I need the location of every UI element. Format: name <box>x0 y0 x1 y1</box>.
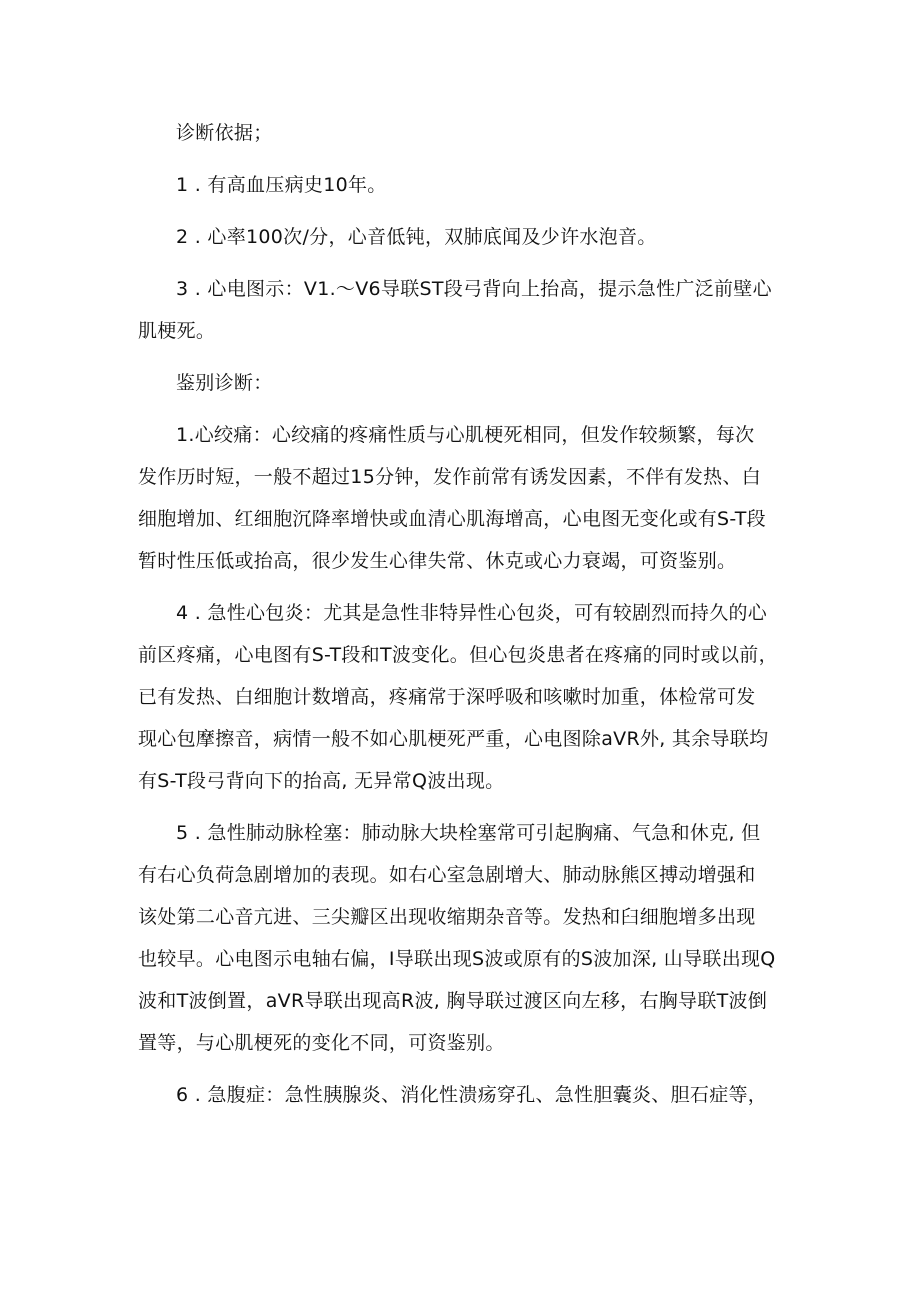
paragraph-line: 1 . 有高血压病史10年。 <box>176 174 387 196</box>
differential-item-5 <box>138 812 788 1064</box>
paragraph-line: 发作历时短，一般不超过15分钟，发作前常有诱发因素，不伴有发热、白 <box>138 466 762 488</box>
paragraph-line: 3 . 心电图示：V1.〜V6导联ST段弓背向上抬高，提示急性广泛前壁心 <box>176 278 772 300</box>
basis-item-3 <box>138 268 788 352</box>
basis-item-2 <box>138 216 788 258</box>
paragraph-line: 4 . 急性心包炎：尤其是急性非特异性心包炎，可有较剧烈而持久的心 <box>176 602 768 624</box>
paragraph-line: 有S-T段弓背向下的抬高, 无异常Q波出现。 <box>138 770 505 792</box>
document-body <box>138 112 788 1126</box>
diagnosis-basis-heading <box>138 112 788 154</box>
differential-item-4 <box>138 592 788 802</box>
paragraph-line: 已有发热、白细胞计数增高，疼痛常于深呼吸和咳嗽时加重，体检常可发 <box>138 686 756 708</box>
differential-heading <box>138 362 788 404</box>
basis-item-1 <box>138 164 788 206</box>
paragraph-line: 也较早。心电图示电轴右偏，I导联出现S波或原有的S波加深, 山导联出现Q <box>138 948 776 970</box>
paragraph-line: 6 . 急腹症：急性胰腺炎、消化性溃疡穿孔、急性胆囊炎、胆石症等， <box>176 1084 768 1106</box>
paragraph-line: 暂时性压低或抬高，很少发生心律失常、休克或心力衰竭，可资鉴别。 <box>138 550 737 572</box>
paragraph-line: 5 . 急性肺动脉栓塞：肺动脉大块栓塞常可引起胸痛、气急和休克, 但 <box>176 822 761 844</box>
differential-item-6 <box>138 1074 788 1116</box>
differential-item-1 <box>138 414 788 582</box>
paragraph-line: 波和T波倒置，aVR导联出现高R波, 胸导联过渡区向左移，右胸导联T波倒 <box>138 990 768 1012</box>
paragraph-line: 有右心负荷急剧增加的表现。如右心室急剧增大、肺动脉熊区搏动增强和 <box>138 864 756 886</box>
paragraph-line: 该处第二心音亢进、三尖瓣区出现收缩期杂音等。发热和臼细胞增多出现 <box>138 906 756 928</box>
paragraph-line: 前区疼痛，心电图有S-T段和T波变化。但心包炎患者在疼痛的同时或以前， <box>138 644 778 666</box>
paragraph-line: 鉴别诊断： <box>176 372 273 394</box>
paragraph-line: 现心包摩擦音，病情一般不如心肌梗死严重，心电图除aVR外, 其余导联均 <box>138 728 769 750</box>
paragraph-line: 诊断依据； <box>176 122 273 144</box>
paragraph-line: 2 . 心率100次/分，心音低钝，双肺底闻及少许水泡音。 <box>176 226 657 248</box>
paragraph-line: 肌梗死。 <box>138 320 216 342</box>
paragraph-line: 置等，与心肌梗死的变化不同，可资鉴别。 <box>138 1032 505 1054</box>
paragraph-line: 细胞增加、红细胞沉降率增快或血清心肌海增高，心电图无变化或有S-T段 <box>138 508 766 530</box>
paragraph-line: 1.心绞痛：心绞痛的疼痛性质与心肌梗死相同，但发作较频繁，每次 <box>176 424 755 446</box>
